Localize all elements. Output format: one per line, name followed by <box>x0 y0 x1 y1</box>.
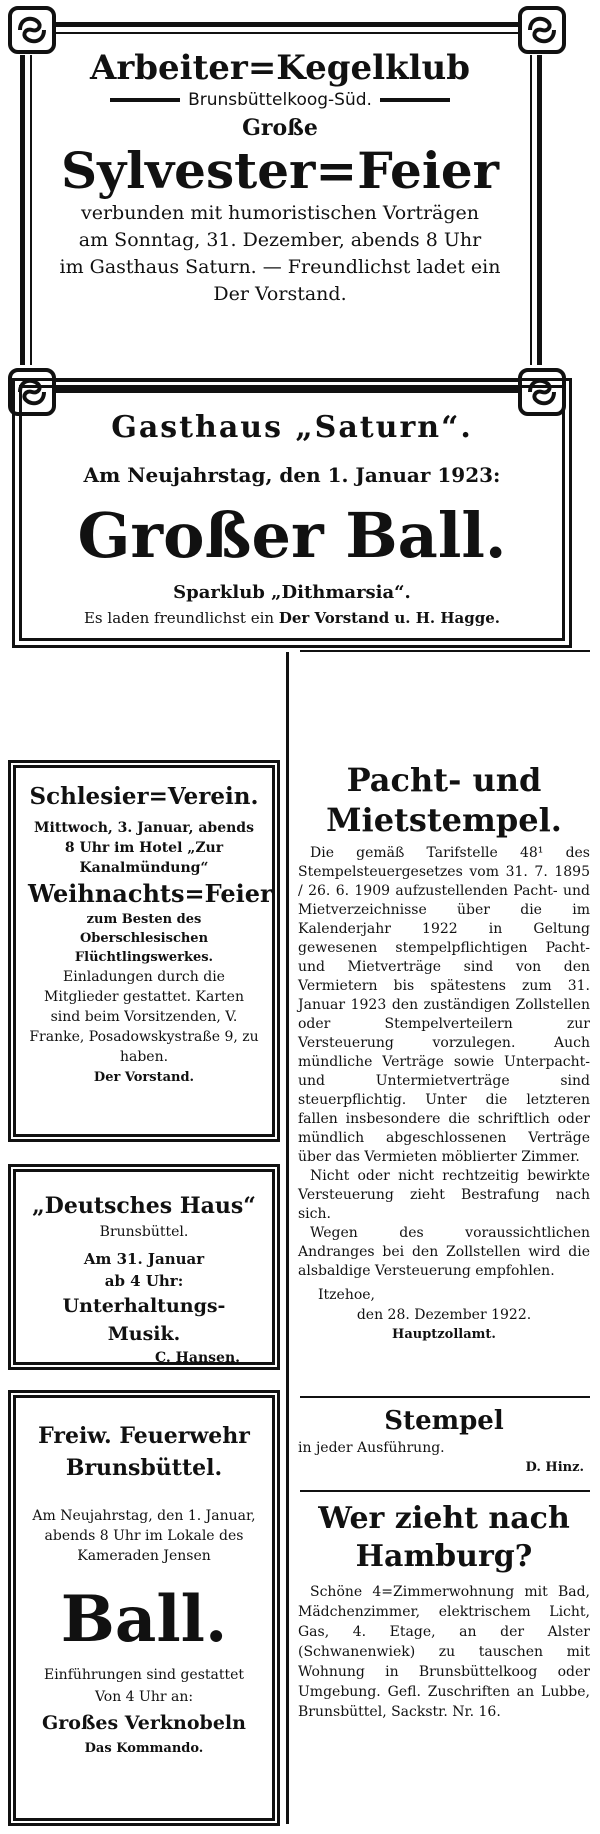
ad-line: im Gasthaus Saturn. — Freundlichst ladet ein <box>59 256 501 278</box>
ad-title: Freiw. Feuerwehr <box>38 1423 250 1449</box>
column-divider <box>286 652 289 1824</box>
ad-body: Am Neujahrstag, den 1. Januar, abends 8 Uhr im Lokale des Kameraden Jensen <box>32 1508 256 1564</box>
ad-invite: Es laden freundlichst ein <box>83 609 275 627</box>
ad-place: Itzehoe, <box>318 1287 375 1303</box>
ad-sign: D. Hinz. <box>525 1460 584 1475</box>
border-top-inner <box>40 32 520 34</box>
border-right-inner <box>530 55 532 365</box>
ad-line: Großes Verknobeln <box>42 1712 246 1734</box>
ad-event: Unterhaltungs-Musik. <box>62 1295 226 1345</box>
ad-title: Wer zieht nach <box>318 1501 570 1536</box>
ad-line: am Sonntag, 31. Dezember, abends 8 Uhr <box>78 229 482 251</box>
ad-date: Am 31. Januar <box>83 1250 205 1268</box>
ad-signers: Der Vorstand u. H. Hagge. <box>278 609 500 627</box>
ad-purpose: zum Besten des Oberschlesischen Flüchtlingswerkes. <box>74 912 214 965</box>
ad-date: den 28. Dezember 1922. <box>356 1307 532 1323</box>
ad-sign: C. Hansen. <box>155 1350 240 1366</box>
rule <box>380 98 450 102</box>
border-left-inner <box>30 55 32 365</box>
ad-line: Einführungen sind gestattet <box>43 1667 245 1683</box>
swirl-ornament-icon <box>518 6 566 54</box>
ad-title: Pacht- und <box>346 761 542 799</box>
ad-title: Stempel <box>384 1406 504 1436</box>
rule <box>300 650 590 652</box>
ad-pre: Große <box>242 115 318 141</box>
ad-time: ab 4 Uhr: <box>104 1272 184 1290</box>
swirl-ornament-icon <box>8 6 56 54</box>
ad-sign: Der Vorstand. <box>93 1070 195 1085</box>
ad-event: Ball. <box>60 1582 228 1657</box>
ad-line: Von 4 Uhr an: <box>94 1689 194 1705</box>
ad-title: Gasthaus „Saturn“. <box>111 410 473 445</box>
rule <box>110 98 180 102</box>
rule <box>300 1396 590 1398</box>
ad-title: Arbeiter=Kegelklub <box>89 48 471 88</box>
ad-place: Brunsbüttelkoog-Süd. <box>188 90 372 110</box>
ad-event: Großer Ball. <box>77 499 507 572</box>
border-left <box>20 55 25 365</box>
ad-line: in jeder Ausführung. <box>298 1440 445 1456</box>
ad-title: „Deutsches Haus“ <box>32 1193 256 1219</box>
ad-event: Weihnachts=Feier <box>28 879 273 908</box>
ad-sign: Hauptzollamt. <box>392 1327 496 1342</box>
border-right <box>537 55 542 365</box>
ad-para: Nicht oder nicht rechtzeitig bewirkte Versteuerung zieht Bestrafung nach sich. <box>298 1168 590 1222</box>
ad-intro: Mittwoch, 3. Januar, abends 8 Uhr im Hotel „Zur Kanalmündung“ <box>34 820 254 876</box>
ad-line: verbunden mit humoristischen Vorträgen <box>80 202 480 224</box>
ad-club: Sparklub „Dithmarsia“. <box>173 582 411 603</box>
rule <box>300 1490 590 1492</box>
ad-para: Wegen des voraussichtlichen Andranges bei den Zollstellen wird die alsbaldige Versteuerung empfohlen. <box>298 1225 590 1279</box>
ad-title: Schlesier=Verein. <box>29 783 259 810</box>
ad-title: Mietstempel. <box>326 801 562 839</box>
ad-title: Hamburg? <box>355 1539 533 1574</box>
ad-body: Einladungen durch die Mitglieder gestattet. Karten sind beim Vorsitzenden, V. Franke, Posadowskystraße 9, zu haben. <box>29 969 259 1065</box>
ad-line: Der Vorstand. <box>213 283 347 305</box>
ad-date: Am Neujahrstag, den 1. Januar 1923: <box>83 463 501 487</box>
ad-sign: Das Kommando. <box>84 1741 204 1756</box>
ad-para: Die gemäß Tarifstelle 48¹ des Stempelsteuergesetzes vom 31. 7. 1895 / 26. 6. 1909 aufzustellenden Pacht- und Mietverzeichnisse über die im Kalenderjahr 1922 in Geltung gewesenen stempelpflichtigen Pacht- und Mietverträge sind von den Vermietern bis spätestens zum 31. Januar 1923 den zuständigen Zollstellen oder Stempelverteilern zur Versteuerung vorzulegen. Auch mündliche Verträge sowie Unterpacht- und Untermietverträge sind steuerpflichtig. Unter die letzteren fallen insbesondere die schriftlich oder mündlich abgeschlossenen Verträge über das Vermieten möblierter Zimmer. <box>298 845 590 1165</box>
border-top <box>40 22 520 27</box>
ad-place: Brunsbüttel. <box>99 1224 189 1240</box>
ad-title: Brunsbüttel. <box>65 1455 223 1481</box>
ad-body: Schöne 4=Zimmerwohnung mit Bad, Mädchenzimmer, elektrischem Licht, Gas, 4. Etage, an der Alster (Schwanenwiek) zu tauschen mit Wohnung in Brunsbüttelkoog oder Umgebung. Gefl. Zuschriften an Lubbe, Brunsbüttel, Sackstr. Nr. 16. <box>298 1584 590 1720</box>
ad-event: Sylvester=Feier <box>60 141 500 200</box>
